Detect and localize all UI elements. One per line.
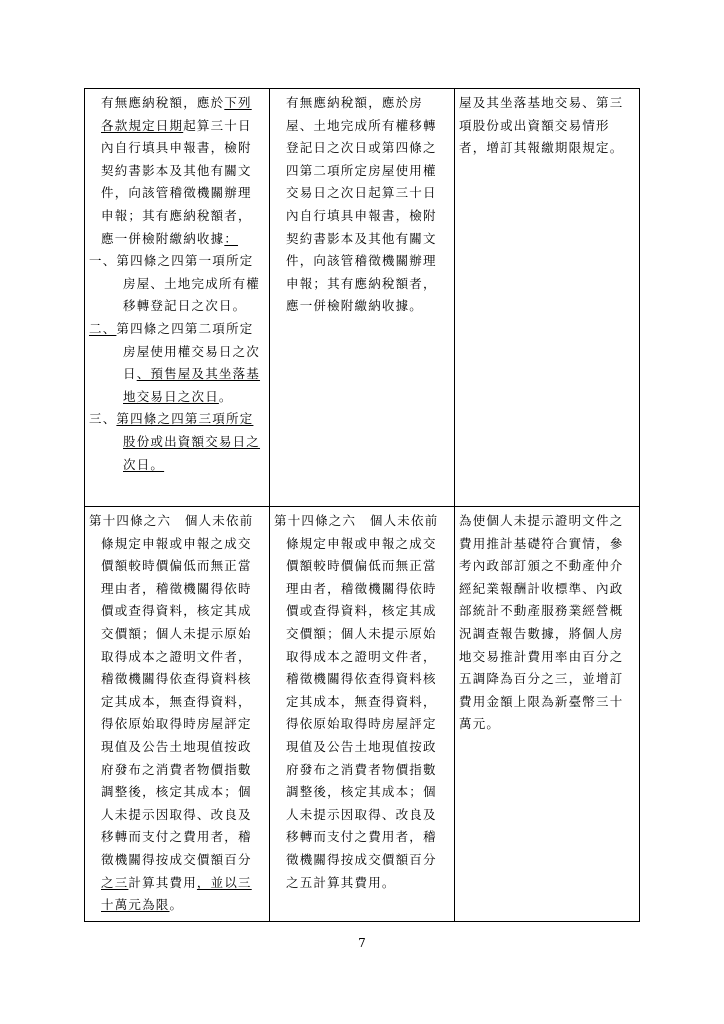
underlined-text: 第四條之四第三項所定股份或出資額交易日之次日。 bbox=[116, 411, 261, 472]
underlined-text: 、預售屋及其坐落基地交易日之次日 bbox=[123, 366, 261, 404]
current-text-cell bbox=[270, 89, 455, 507]
text: 計算其費用 bbox=[128, 874, 197, 890]
list-item bbox=[89, 318, 265, 408]
text: 第十四條之六 個人未依前條規定申報或申報之成交價額較時價偏低而無正當理由者，稽徵機關得依時價或查得資料，核定其成交價額；個人未提示原始取得成本之證明文件者，稽徵機關得依查得資料核定其成本，無查得資料，得依原始取得時房屋評定現值及公告土地現值按政府發布之消費者物價指數調整後，核定其成本；個人未提示因取得、改良及移轉而支付之費用者，稽徵機關得按成交價額百分 bbox=[89, 513, 254, 867]
comparison-table bbox=[84, 88, 640, 922]
item-number: 三、 bbox=[89, 411, 117, 427]
underlined-text: 之三 bbox=[101, 874, 129, 890]
text: 有無應納稅額，應於 bbox=[101, 95, 225, 110]
text: 。 bbox=[218, 388, 233, 404]
current-text: 有無應納稅額，應於房屋、土地完成所有權移轉登記日之次日或第四條之四第二項所定房屋使用權交易日之次日起算三十日內自行填具申報書，檢附契約書影本及其他有關文件，向該管稽徵機關辦理申報；其有應納稅額者，應一併檢附繳納收據。 bbox=[286, 95, 437, 314]
item-number: 二、 bbox=[89, 320, 117, 336]
underlined-text: ： bbox=[224, 230, 239, 246]
item-number: 一、 bbox=[89, 253, 117, 269]
table-row bbox=[85, 507, 640, 922]
explanation-text: 為使個人未提示證明文件之費用推計基礎符合實情，參考內政部訂頒之不動產仲介經紀業報酬計收標準、內政部統計不動產服務業經營概況調查報告數據，將個人房地交易推計費用率由百分之五調降為百分之三，並增訂費用金額上限為新臺幣三十萬元。 bbox=[459, 513, 624, 732]
item-text: 第四條之四第二項所定房屋使用權交易日之次日 bbox=[116, 320, 261, 382]
current-text-cell bbox=[270, 507, 455, 922]
underlined-text: ，並以三十萬元為限 bbox=[101, 874, 252, 913]
list-item bbox=[89, 250, 265, 318]
article-14-6-amended bbox=[89, 510, 265, 917]
text: 起算三十日內自行填具申報書，檢附契約書影本及其他有關文件，向該管稽徵機關辦理申報；其有應納稅額者，應一併檢附繳納收據 bbox=[101, 117, 252, 246]
article-14-6-current: 第十四條之六 個人未依前條規定申報或申報之成交價額較時價偏低而無正當理由者，稽徵機關得依時價或查得資料，核定其成交價額；個人未提示原始取得成本之證明文件者，稽徵機關得依查得資料核定其成本，無查得資料，得依原始取得時房屋評定現值及公告土地現值按政府發布之消費者物價指數調整後，核定其成本；個人未提示因取得、改良及移轉而支付之費用者，稽徵機關得按成交價額百分之五計算其費用。 bbox=[274, 513, 439, 890]
list-item bbox=[89, 408, 265, 476]
amended-text-cell bbox=[85, 89, 270, 507]
page-number: 7 bbox=[358, 936, 366, 950]
amended-text-cell bbox=[85, 507, 270, 922]
amended-intro bbox=[89, 92, 265, 250]
explanation-cell bbox=[455, 507, 640, 922]
item-text: 第四條之四第一項所定房屋、土地完成所有權移轉登記日之次日。 bbox=[116, 253, 261, 314]
text: 。 bbox=[169, 897, 184, 913]
table-row bbox=[85, 89, 640, 507]
explanation-cell bbox=[455, 89, 640, 507]
underlined-text: 下列各款規定日期 bbox=[101, 95, 252, 133]
explanation-text: 屋及其坐落基地交易、第三項股份或出資額交易情形者，增訂其報繳期限規定。 bbox=[459, 95, 624, 156]
